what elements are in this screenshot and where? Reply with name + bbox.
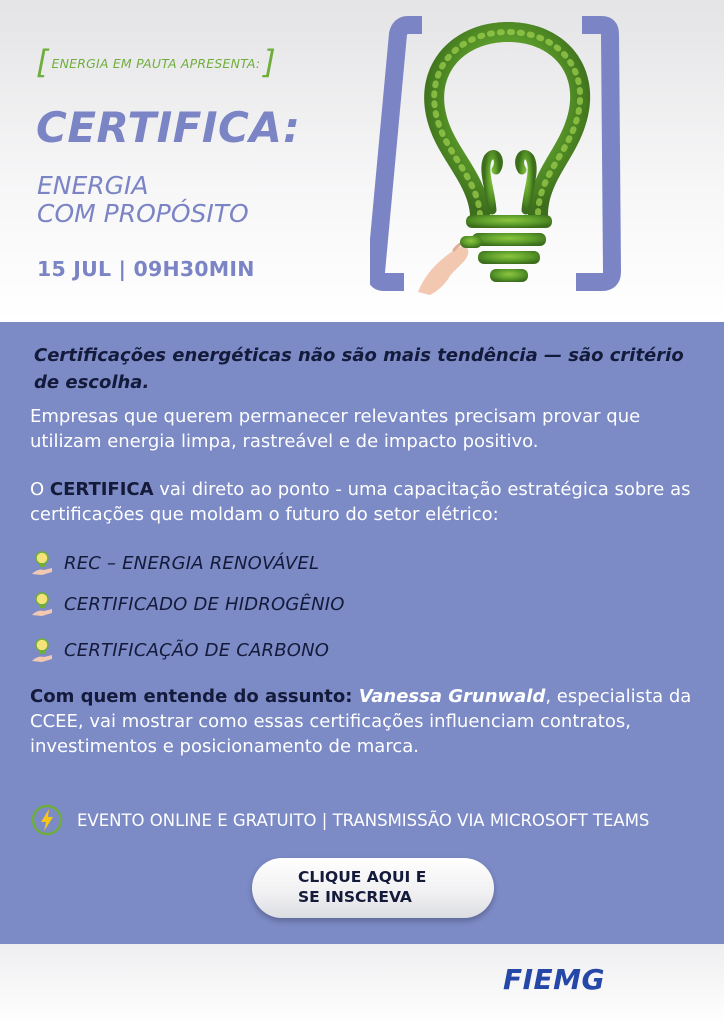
tagline: [36, 43, 276, 81]
hero-section: [0, 0, 724, 322]
certifica-paragraph: [30, 477, 700, 527]
lightning-icon: [30, 803, 64, 837]
event-subtitle: [37, 172, 337, 228]
list-item: [30, 637, 329, 663]
speaker-paragraph: [30, 684, 700, 759]
event-info: [30, 803, 649, 837]
lightbulb-hand-icon: [30, 591, 54, 617]
event-info-text: EVENTO ONLINE E GRATUITO | TRANSMISSÃO VIA MICROSOFT TEAMS: [77, 810, 650, 830]
register-button-line-2: SE INSCREVA: [298, 888, 412, 906]
bracket-right-icon: ]: [263, 43, 276, 81]
lead-statement: Certificações energéticas não são mais tendência — são critério de escolha.: [34, 345, 684, 393]
event-title: CERTIFICA:: [36, 103, 301, 152]
register-button-line-1: CLIQUE AQUI E: [298, 868, 427, 886]
list-item-label: CERTIFICADO DE HIDROGÊNIO: [64, 593, 345, 615]
list-item: [30, 550, 319, 576]
speaker-name: Vanessa Grunwald: [358, 686, 546, 707]
lightbulb-hand-icon: [30, 550, 54, 576]
list-item-label: REC – ENERGIA RENOVÁVEL: [64, 552, 320, 574]
moss-lightbulb-illustration: [370, 10, 650, 295]
subtitle-line-2: COM PROPÓSITO: [37, 199, 249, 228]
fiemg-logo: FIEMG: [503, 963, 606, 996]
event-date-time: 15 JUL | 09H30MIN: [37, 257, 255, 281]
footer: [0, 944, 724, 1024]
subtitle-line-1: ENERGIA: [37, 171, 149, 200]
bracket-left-icon: [: [36, 43, 49, 81]
paragraph-rest: vai direto ao ponto - uma capacitação estratégica sobre as certificações que moldam o futuro do setor elétrico:: [30, 479, 691, 525]
list-item: [30, 591, 345, 617]
tagline-text: ENERGIA EM PAUTA APRESENTA:: [51, 56, 261, 71]
register-button[interactable]: [252, 858, 494, 918]
lightbulb-hand-icon: [30, 637, 54, 663]
intro-paragraph: Empresas que querem permanecer relevantes precisam provar que utilizam energia limpa, rastreável e de impacto positivo.: [30, 406, 641, 452]
speaker-intro: Com quem entende do assunto:: [30, 686, 359, 707]
list-item-label: CERTIFICAÇÃO DE CARBONO: [64, 639, 330, 661]
speaker-description: , especialista da CCEE, vai mostrar como essas certificações influenciam contratos, investimentos e posicionamento de marca.: [30, 686, 692, 757]
paragraph-prefix: O: [30, 479, 50, 500]
certifica-highlight: CERTIFICA: [49, 479, 154, 500]
